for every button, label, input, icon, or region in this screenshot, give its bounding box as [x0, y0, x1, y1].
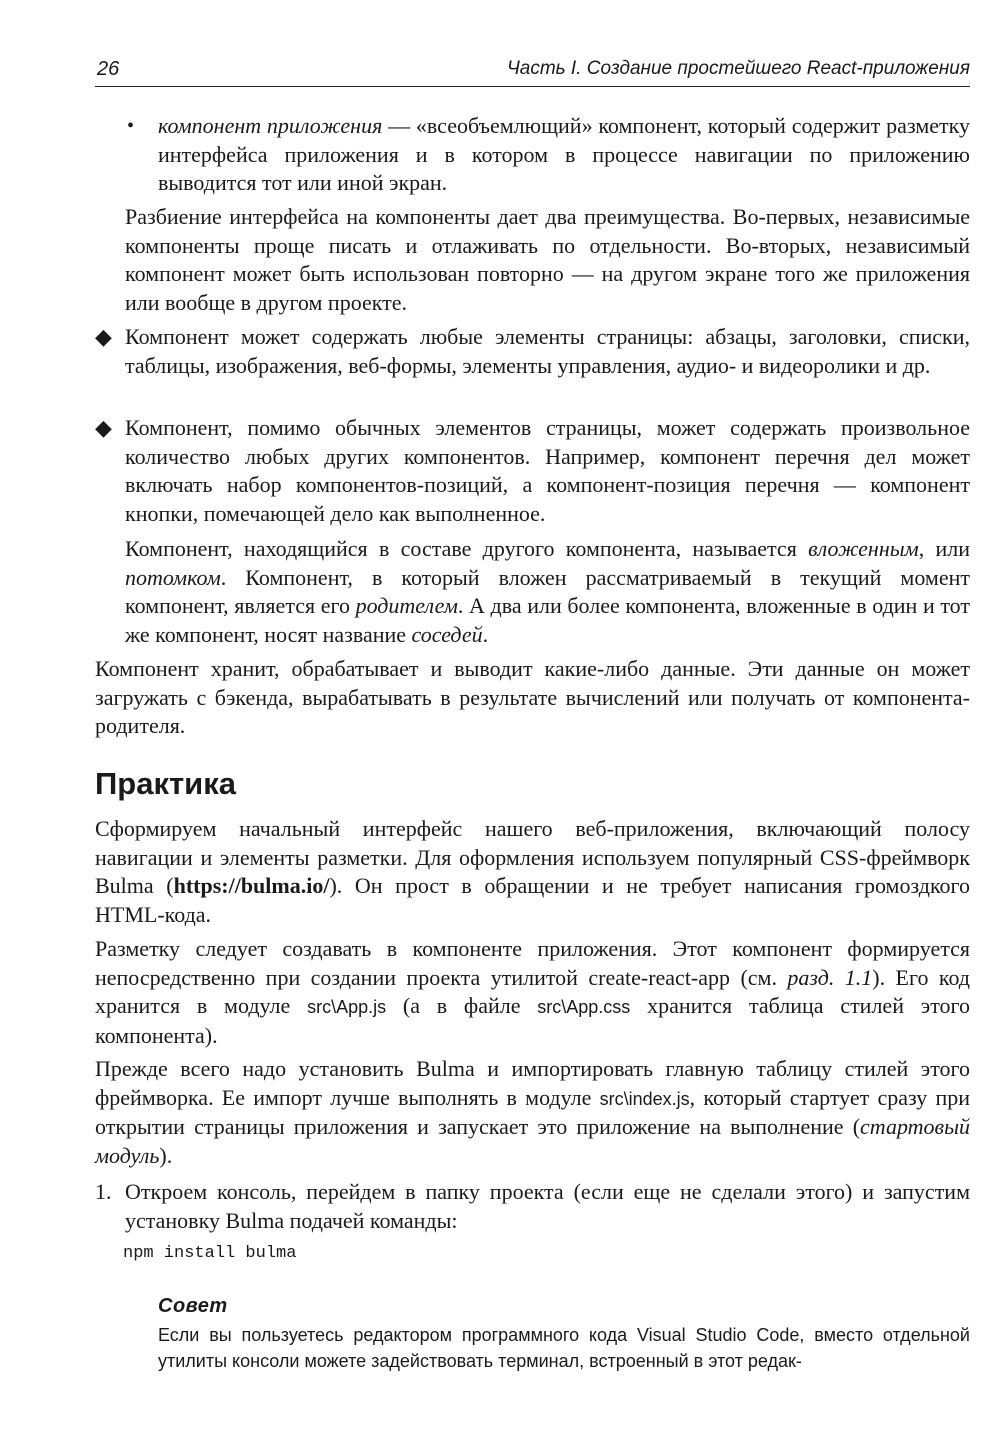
step-number: 1.: [95, 1179, 112, 1204]
paragraph-advantages: Разбиение интерфейса на компоненты дает два преимущества. Во-первых, независимые компоненты проще писать и отлаживать по отдельности. Во-вторых, независимый компонент может быть использован повторно — на другом экране того же приложения или вообще в другом проекте.: [125, 204, 970, 315]
file-name: src\App.js: [307, 997, 387, 1017]
term-start-module: стартовый модуль: [95, 1114, 970, 1168]
text-run: хранится таблица стилей этого компонента).: [95, 993, 970, 1048]
term-app-component: компонент приложения: [158, 113, 383, 138]
bullet-text: — «всеобъемлющий» компонент, который содержит разметку интерфейса приложения и в котором в процессе навигации по приложению выводится тот или иной экран.: [158, 113, 970, 195]
text-run: , или: [918, 536, 971, 561]
diamond-bullet-icon: ◆: [95, 415, 112, 440]
paragraph-practice: [95, 815, 970, 929]
text-run: , который стартует сразу при открытии страницы приложения и запускает это приложение на выполнение (: [95, 1084, 971, 1139]
paragraph-install: [95, 1055, 970, 1170]
text-run: ).: [159, 1142, 173, 1168]
paragraph-data: Компонент хранит, обрабатывает и выводит какие-либо данные. Эти данные он может загружать с бэкенда, вырабатывать в результате вычислений или получать от компонента-родителя.: [95, 656, 970, 738]
paragraph-nested: [125, 535, 970, 649]
text-run: ). Он прост в обращении и не требует написания громоздкого HTML-кода.: [95, 873, 970, 927]
section-heading: Практика: [95, 766, 236, 801]
bullet-nested-components: Компонент, помимо обычных элементов страницы, может содержать произвольное количество любых других компонентов. Например, компонент перечня дел может включать набор компонентов-позиций, а компонент-позиция перечня — компонент кнопки, помечающей дело как выполненное.: [125, 415, 970, 526]
diamond-bullet-icon: ◆: [95, 324, 112, 349]
term-siblings: соседей: [411, 621, 483, 647]
bullet-elements: Компонент может содержать любые элементы страницы: абзацы, заголовки, списки, таблицы, изображения, веб-формы, элементы управления, аудио- и видеоролики и др.: [125, 324, 970, 378]
text-run: .: [482, 621, 489, 647]
file-name: src\index.js: [599, 1088, 690, 1109]
code-line: npm install bulma: [123, 1244, 297, 1263]
running-title: Часть I. Создание простейшего React-приложения: [506, 58, 970, 79]
term-descendant: потомком: [125, 564, 221, 590]
bullet-marker: •: [127, 115, 135, 137]
step-1-text: Откроем консоль, перейдем в папку проекта (если еще не сделали этого) и запустим установку Bulma подачей команды:: [125, 1179, 970, 1233]
text-run: Прежде всего надо установить Bulma и импортировать главную таблицу стилей этого фреймворка. Ее импорт лучше выполнять в модуле: [95, 1056, 970, 1110]
text-run: . А два или более компонента, вложенные в один и тот же компонент, носят название: [125, 593, 970, 647]
page-number: 26: [97, 58, 120, 80]
text-run: (а в файле: [386, 993, 538, 1018]
bulma-link[interactable]: https://bulma.io/: [173, 873, 330, 898]
term-nested: вложенным: [808, 536, 919, 561]
text-run: Разметку следует создавать в компоненте приложения. Этот компонент формируется непосредственно при создании проекта утилитой create-react-app (см.: [95, 936, 970, 990]
tip-text: Если вы пользуетесь редактором программного кода Visual Studio Code, вместо отдельной утилиты консоли можете задействовать терминал, встроенный в этот редак-: [158, 1325, 970, 1371]
text-run: Компонент, находящийся в составе другого компонента, называется: [125, 536, 809, 561]
tip-title: Совет: [158, 1295, 228, 1317]
file-name: src\App.css: [537, 997, 631, 1017]
term-parent: родителем: [355, 593, 458, 618]
text-run: . Компонент, в который вложен рассматриваемый в текущий момент компонент, является его: [125, 564, 970, 618]
paragraph-markup: [95, 935, 970, 1050]
section-reference: разд. 1.1: [787, 964, 873, 990]
text-run: ). Его код хранится в модуле: [95, 964, 971, 1018]
page-header: [95, 56, 970, 87]
app-component-bullet: [158, 112, 970, 198]
text-run: Сформируем начальный интерфейс нашего веб-приложения, включающий полосу навигации и элементы разметки. Для оформления используем популярный CSS-фреймворк Bulma (: [95, 816, 970, 898]
